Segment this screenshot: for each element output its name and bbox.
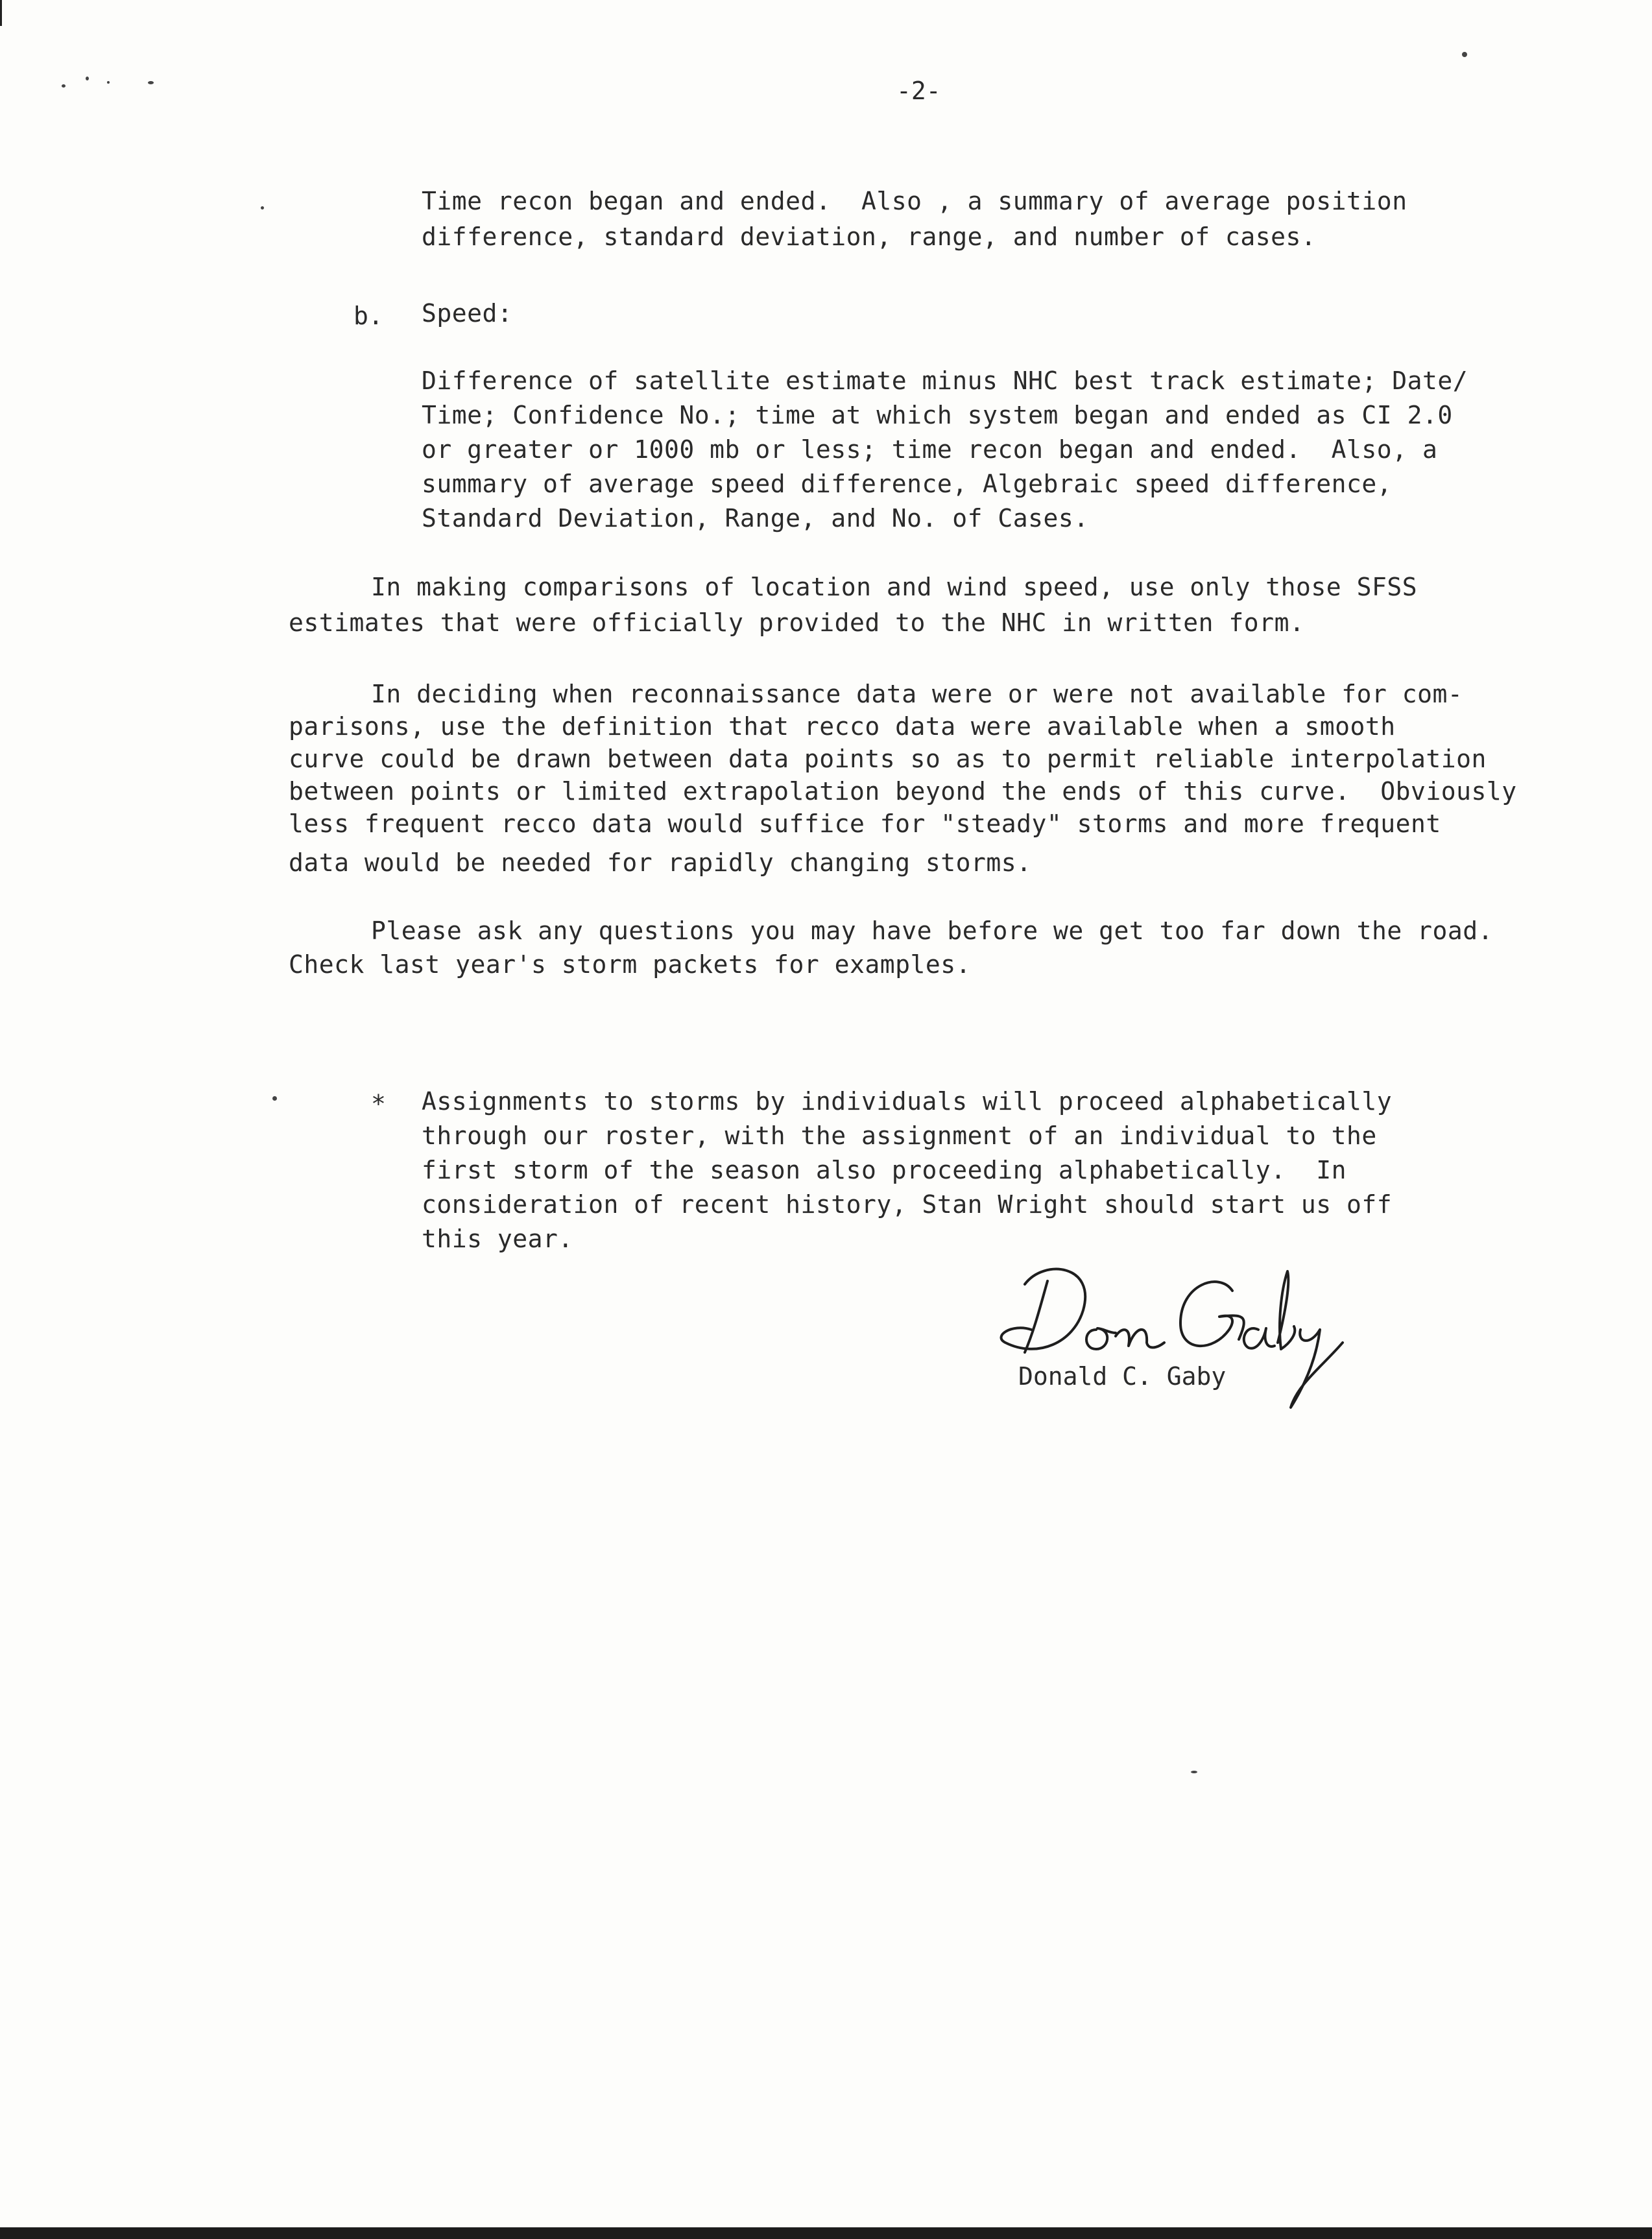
comparisons-line-2: estimates that were officially provided to the NHC in written form. xyxy=(289,608,1305,637)
recon-line-1: In deciding when reconnaissance data were or were not available for com- xyxy=(371,680,1463,708)
recon-line-6: data would be needed for rapidly changing storms. xyxy=(289,848,1032,877)
speed-line-4: summary of average speed difference, Algebraic speed difference, xyxy=(422,470,1393,498)
scan-speck xyxy=(272,1096,277,1101)
scan-speck xyxy=(261,206,264,210)
scan-speck xyxy=(86,77,89,80)
position-line-2: difference, standard deviation, range, and number of cases. xyxy=(422,222,1317,251)
typed-signature: Donald C. Gaby xyxy=(1018,1362,1227,1391)
page-number: -2- xyxy=(896,77,941,105)
speed-line-3: or greater or 1000 mb or less; time recon began and ended. Also, a xyxy=(422,435,1438,464)
speed-line-1: Difference of satellite estimate minus NHC best track estimate; Date/ xyxy=(422,366,1468,395)
recon-line-5: less frequent recco data would suffice for "steady" storms and more frequent xyxy=(289,809,1441,838)
scan-bottom-edge xyxy=(0,2227,1652,2239)
scan-speck xyxy=(1462,52,1467,57)
footnote-line-5: this year. xyxy=(422,1225,573,1253)
scan-speck xyxy=(148,81,154,84)
footnote-line-3: first storm of the season also proceeding alphabetically. In xyxy=(422,1156,1347,1184)
questions-line-2: Check last year's storm packets for examples. xyxy=(289,950,972,979)
speed-marker: b. xyxy=(353,302,383,330)
recon-line-2: parisons, use the definition that recco data were available when a smooth xyxy=(289,712,1396,741)
questions-line-1: Please ask any questions you may have before we get too far down the road. xyxy=(371,916,1493,945)
footnote-line-2: through our roster, with the assignment of an individual to the xyxy=(422,1121,1377,1150)
scan-speck xyxy=(107,81,110,84)
speed-line-2: Time; Confidence No.; time at which system began and ended as CI 2.0 xyxy=(422,401,1453,429)
position-line-1: Time recon began and ended. Also , a summary of average position xyxy=(422,187,1407,215)
recon-line-4: between points or limited extrapolation beyond the ends of this curve. Obviously xyxy=(289,777,1517,806)
footnote-asterisk: * xyxy=(371,1090,386,1118)
recon-line-3: curve could be drawn between data points so as to permit reliable interpolation xyxy=(289,745,1487,773)
footnote-line-4: consideration of recent history, Stan Wright should start us off xyxy=(422,1190,1393,1219)
speed-heading: Speed: xyxy=(422,299,513,328)
comparisons-line-1: In making comparisons of location and wind speed, use only those SFSS xyxy=(371,573,1418,601)
footnote-line-1: Assignments to storms by individuals will proceed alphabetically xyxy=(422,1087,1393,1116)
scan-left-edge xyxy=(0,0,2,26)
speed-line-5: Standard Deviation, Range, and No. of Cases. xyxy=(422,504,1089,533)
scan-speck xyxy=(1191,1771,1197,1773)
scan-speck xyxy=(62,84,66,88)
